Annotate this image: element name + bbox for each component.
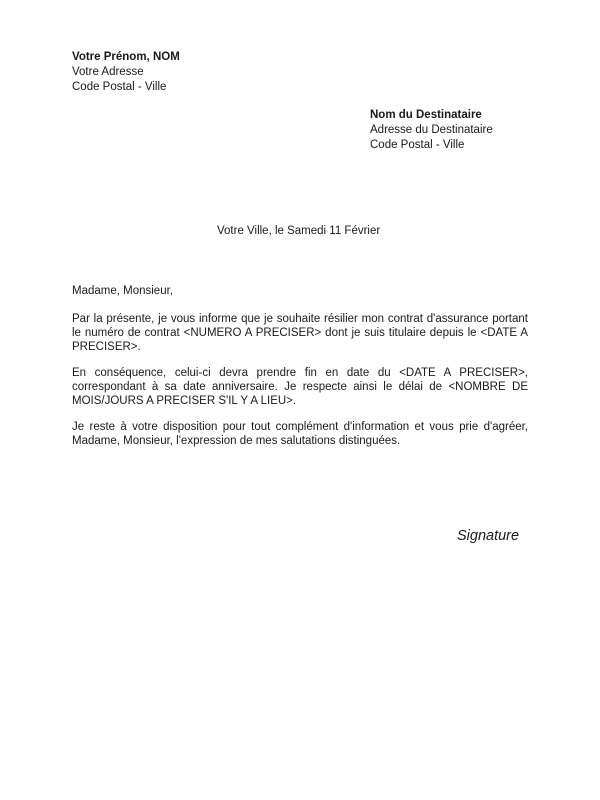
sender-block (72, 50, 180, 95)
letter-body (72, 284, 528, 460)
paragraph-contract-cancellation: Par la présente, je vous informe que je souhaite résilier mon contrat d'assurance portant le numéro de contrat <NUMERO A PRECISER> dont je suis titulaire depuis le <DATE A PRECISER>. (72, 313, 528, 353)
recipient-name: Nom du Destinataire (370, 109, 482, 121)
paragraph-closing: Je reste à votre disposition pour tout complément d'information et vous prie d'agréer, Madame, Monsieur, l'expression de mes salutations distinguées. (72, 421, 528, 447)
recipient-address: Adresse du Destinataire (370, 124, 493, 136)
sender-name: Votre Prénom, NOM (72, 51, 180, 63)
recipient-city: Code Postal - Ville (370, 139, 465, 151)
salutation: Madame, Monsieur, (72, 285, 173, 297)
recipient-block (370, 108, 493, 153)
signature-placeholder: Signature (457, 528, 520, 544)
sender-city: Code Postal - Ville (72, 81, 167, 93)
paragraph-end-date: En conséquence, celui-ci devra prendre fin en date du <DATE A PRECISER>, correspondant à sa date anniversaire. Je respecte ainsi le délai de <NOMBRE DE MOIS/JOURS A PRECISER S'IL Y A LIEU>. (72, 367, 528, 407)
sender-address: Votre Adresse (72, 66, 144, 78)
date-line: Votre Ville, le Samedi 11 Février (217, 225, 381, 237)
